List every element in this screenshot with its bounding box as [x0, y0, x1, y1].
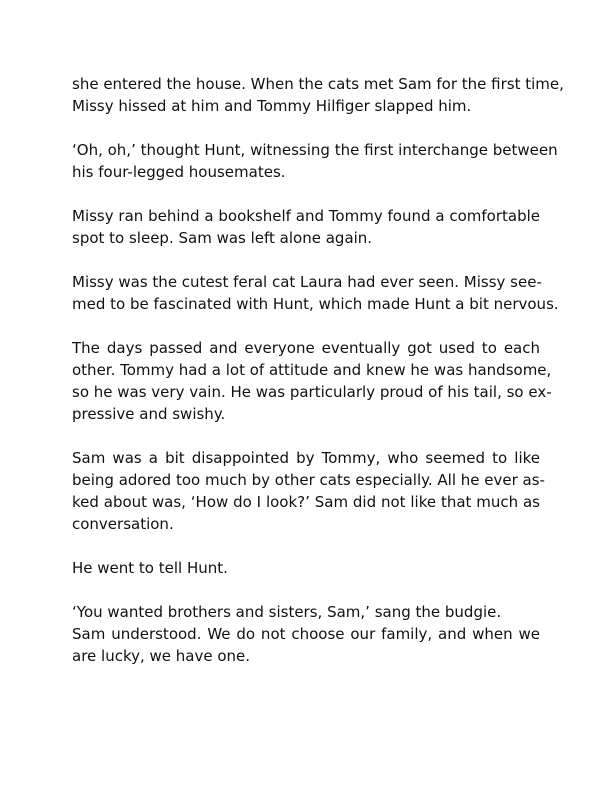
paragraph-gap — [72, 425, 540, 447]
paragraph-gap — [72, 117, 540, 139]
paragraph-line: ked about was, ‘How do I look?’ Sam did not like that much as — [72, 493, 540, 511]
paragraph-gap — [72, 183, 540, 205]
paragraph-line: conversation. — [72, 515, 174, 533]
paragraph-line: spot to sleep. Sam was left alone again. — [72, 229, 373, 247]
paragraph-line: Missy was the cutest feral cat Laura had ever seen. Missy see- — [72, 273, 542, 291]
story-text — [72, 73, 564, 667]
paragraph-line: his four-legged housemates. — [72, 163, 286, 181]
paragraph-line: pressive and swishy. — [72, 405, 226, 423]
paragraph-line: med to be fascinated with Hunt, which made Hunt a bit nervous. — [72, 295, 559, 313]
paragraph-line: are lucky, we have one. — [72, 647, 251, 665]
paragraph-line: other. Tommy had a lot of attitude and knew he was handsome, — [72, 361, 552, 379]
paragraph-line: so he was very vain. He was particularly proud of his tail, so ex- — [72, 383, 552, 401]
paragraph-line: ‘You wanted brothers and sisters, Sam,’ sang the budgie. — [72, 603, 502, 621]
paragraph-line: Missy hissed at him and Tommy Hilfiger slapped him. — [72, 97, 472, 115]
paragraph-line: The days passed and everyone eventually got used to each — [72, 339, 540, 357]
paragraph-line: Sam understood. We do not choose our family, and when we — [72, 625, 540, 643]
paragraph-line: ‘Oh, oh,’ thought Hunt, witnessing the first interchange between — [72, 141, 558, 159]
paragraph-gap — [72, 315, 540, 337]
paragraph-gap — [72, 535, 540, 557]
paragraph-gap — [72, 249, 540, 271]
paragraph-line: she entered the house. When the cats met Sam for the first time, — [72, 75, 564, 93]
paragraph-line: He went to tell Hunt. — [72, 559, 228, 577]
paragraph-line: Missy ran behind a bookshelf and Tommy found a comfortable — [72, 207, 540, 225]
paragraph-line: being adored too much by other cats especially. All he ever as- — [72, 471, 545, 489]
paragraph-line: Sam was a bit disappointed by Tommy, who seemed to like — [72, 449, 540, 467]
paragraph-gap — [72, 579, 540, 601]
